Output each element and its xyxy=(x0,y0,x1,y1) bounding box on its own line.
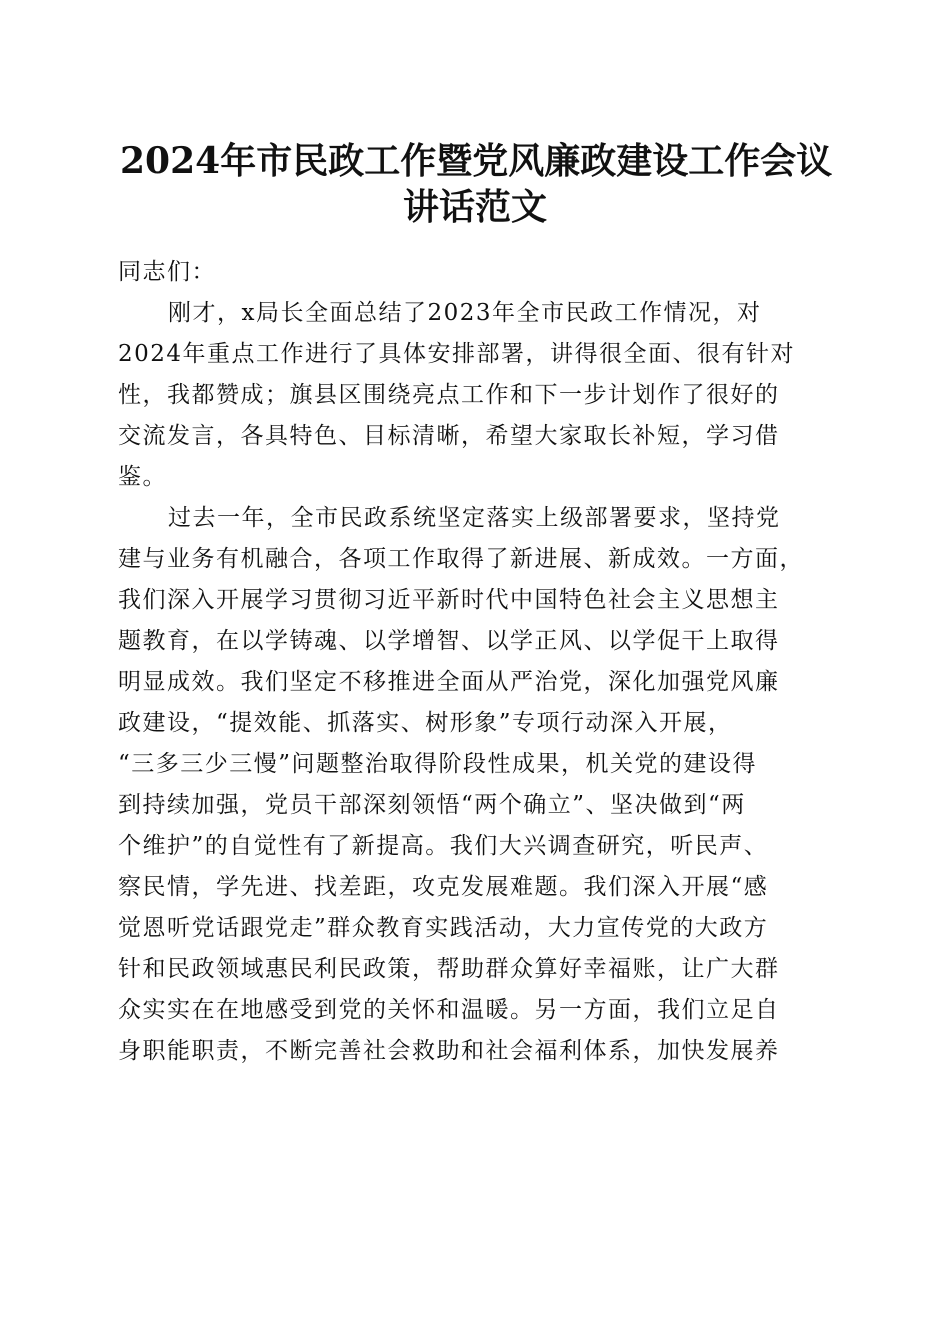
paragraph-1 xyxy=(118,293,830,498)
paragraph-line: 政建设，“提效能、抓落实、树形象”专项行动深入开展， xyxy=(118,710,733,736)
paragraph-2 xyxy=(118,498,830,1072)
paragraph-line: 到持续加强，党员干部深刻领悟“两个确立”、坚决做到“两 xyxy=(118,792,746,818)
document-body xyxy=(118,252,830,1072)
title-line-2: 讲话范文 xyxy=(402,186,547,228)
paragraph-line: 过去一年，全市民政系统坚定落实上级部署要求，坚持党 xyxy=(168,505,781,531)
paragraph-line: 鉴。 xyxy=(118,464,167,490)
paragraph-line: 性，我都赞成；旗县区围绕亮点工作和下一步计划作了很好的 xyxy=(118,382,780,408)
paragraph-line: 觉恩听党话跟党走”群众教育实践活动，大力宣传党的大政方 xyxy=(118,915,769,941)
paragraph-line: 明显成效。我们坚定不移推进全面从严治党，深化加强党风廉 xyxy=(118,669,780,695)
paragraph-line: 交流发言，各具特色、目标清晰，希望大家取长补短，学习借 xyxy=(118,423,780,449)
paragraph-line: 建与业务有机融合，各项工作取得了新进展、新成效。一方面， xyxy=(118,546,804,572)
paragraph-line: “三多三少三慢”问题整治取得阶段性成果，机关党的建设得 xyxy=(118,751,758,777)
paragraph-line: 刚才，x局长全面总结了2023年全市民政工作情况，对 xyxy=(168,300,762,326)
paragraph-line: 2024年重点工作进行了具体安排部署，讲得很全面、很有针对 xyxy=(118,341,796,367)
paragraph-line: 众实实在在地感受到党的关怀和温暖。另一方面，我们立足自 xyxy=(118,997,780,1023)
document-title xyxy=(120,138,833,230)
title-line-1: 2024年市民政工作暨党风廉政建设工作会议 xyxy=(120,140,833,182)
paragraph-line: 针和民政领域惠民利民政策，帮助群众算好幸福账，让广大群 xyxy=(118,956,780,982)
paragraph-line: 个维护”的自觉性有了新提高。我们大兴调查研究，听民声、 xyxy=(118,833,769,859)
salutation: 同志们： xyxy=(118,259,216,285)
paragraph-line: 身职能职责，不断完善社会救助和社会福利体系，加快发展养 xyxy=(118,1038,780,1064)
paragraph-line: 我们深入开展学习贯彻习近平新时代中国特色社会主义思想主 xyxy=(118,587,780,613)
paragraph-line: 察民情，学先进、找差距，攻克发展难题。我们深入开展“感 xyxy=(118,874,769,900)
paragraph-line: 题教育，在以学铸魂、以学增智、以学正风、以学促干上取得 xyxy=(118,628,780,654)
